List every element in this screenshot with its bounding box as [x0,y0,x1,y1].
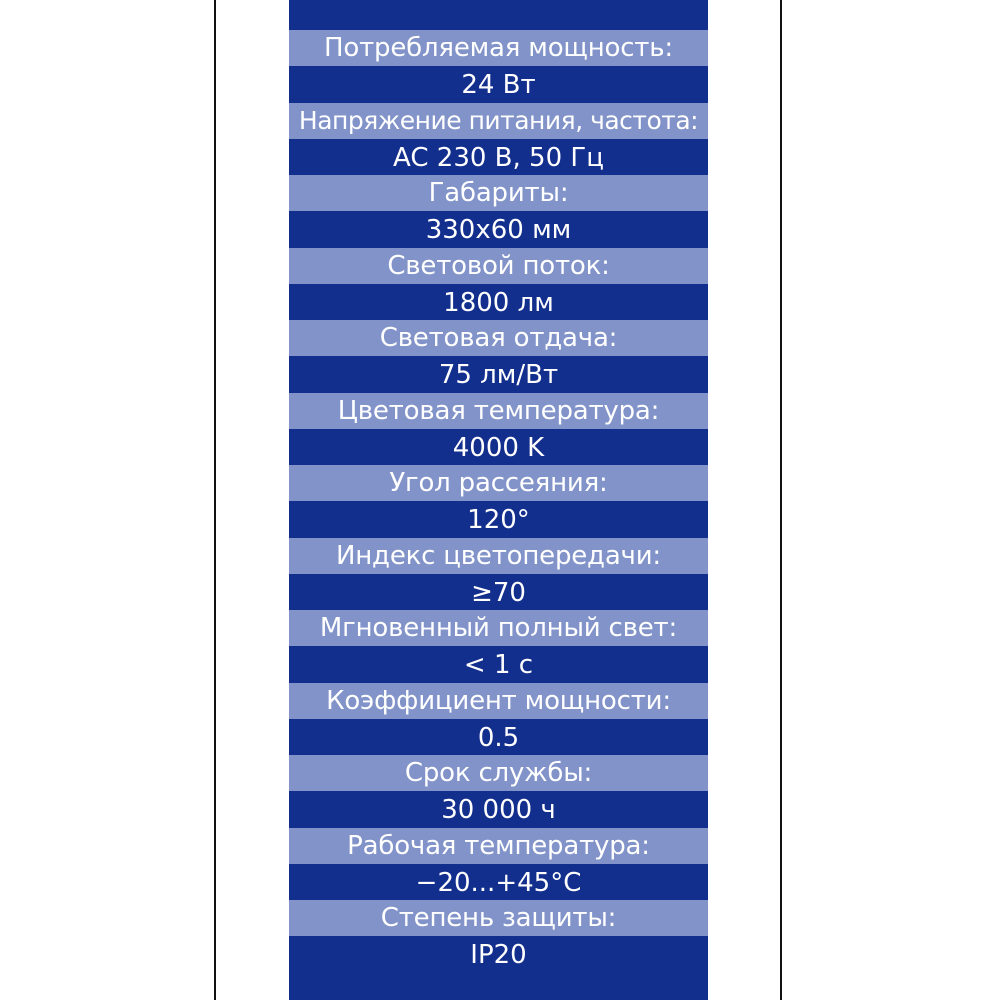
spec-row-power-factor [289,683,708,756]
spec-value: 30 000 ч [441,795,556,825]
spec-value: 75 лм/Вт [438,360,559,390]
spec-row-luminous-flux [289,248,708,321]
spec-label: Степень защиты: [289,900,708,936]
spec-label: Индекс цветопередачи: [289,538,708,574]
left-border-line [214,0,216,1000]
spec-value: 0.5 [477,722,520,753]
spec-label: Угол рассеяния: [289,465,708,501]
spec-label: Напряжение питания, частота: [289,103,708,139]
spec-row-lifetime [289,755,708,828]
right-border-line [780,0,782,1000]
spec-label: Мгновенный полный свет: [289,610,708,646]
spec-row-efficacy [289,320,708,393]
spec-value: IP20 [470,940,527,970]
spec-label: Коэффициент мощности: [289,683,708,719]
spec-value: 330х60 мм [425,215,572,245]
spec-row-beam-angle [289,465,708,538]
spec-value: AC 230 В, 50 Гц [393,142,604,173]
spec-row-instant-light [289,610,708,683]
spec-value: ≥70 [471,577,526,608]
spec-label: Срок службы: [289,755,708,791]
spec-value: 120° [467,505,530,535]
spec-label: Световая отдача: [289,320,708,356]
spec-label: Цветовая температура: [289,393,708,429]
spec-label: Габариты: [289,175,708,211]
spec-label: Рабочая температура: [289,828,708,864]
spec-row-voltage [289,103,708,176]
spec-row-color-temperature [289,393,708,466]
spec-label: Световой поток: [289,248,708,284]
spec-value: < 1 с [463,650,534,680]
spec-value: 24 Вт [461,70,536,100]
specs-panel [289,0,708,1000]
spec-value: −20...+45°C [415,867,582,898]
spec-value: 4000 K [452,432,545,463]
spec-value: 1800 лм [443,287,554,318]
spec-label: Потребляемая мощность: [289,30,708,66]
spec-row-protection-rating [289,900,708,973]
spec-row-power [289,30,708,103]
spec-row-cri [289,538,708,611]
spec-row-operating-temperature [289,828,708,901]
spec-row-dimensions [289,175,708,248]
